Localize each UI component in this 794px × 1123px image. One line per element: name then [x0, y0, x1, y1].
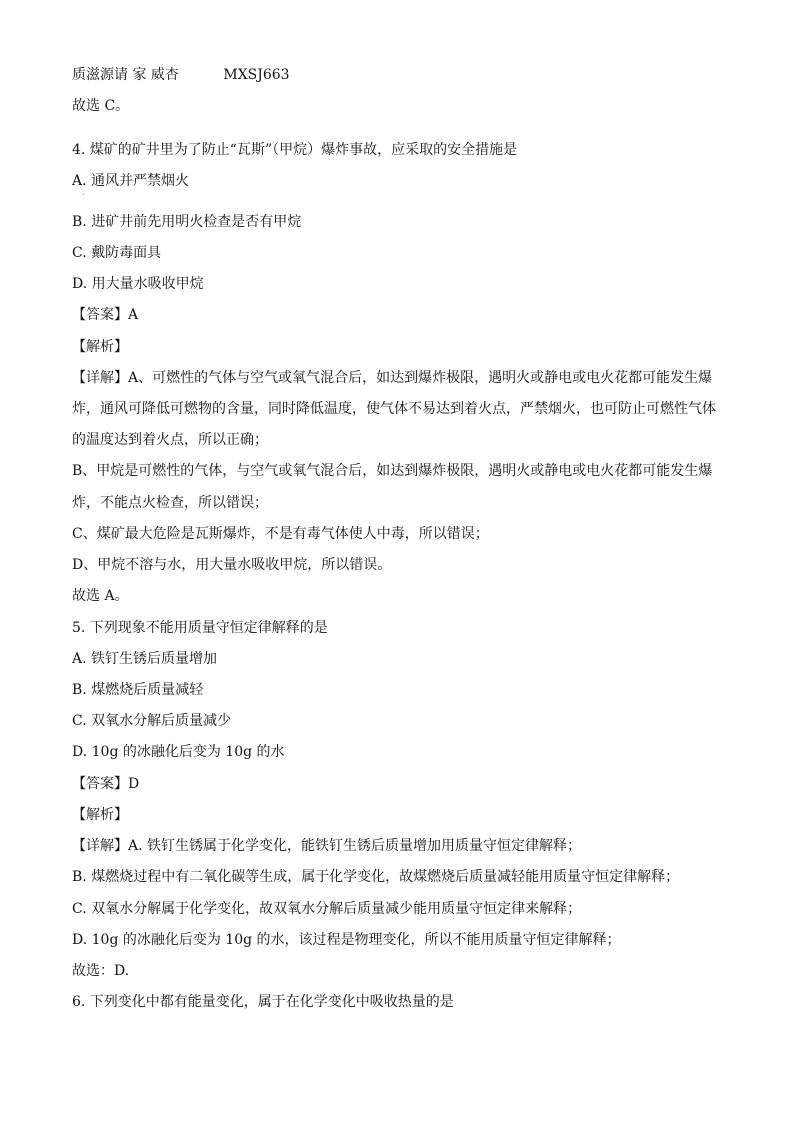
question-4-detail-line-5: 炸，不能点火检查，所以错误； [72, 495, 268, 511]
header-code: MXSJ663 [223, 67, 290, 83]
question-5-detail-line-1: 【详解】A. 铁钉生锈属于化学变化，能铁钉生锈后质量增加用质量守恒定律解释； [72, 838, 582, 854]
stray-dot-mark: · [82, 190, 85, 199]
question-4-option-b: B. 进矿井前先用明火检查是否有甲烷 [72, 214, 302, 230]
question-4-answer: 【答案】A [72, 307, 139, 323]
question-5-conclusion: 故选：D. [72, 963, 130, 979]
question-5-detail-line-2: B. 煤燃烧过程中有二氧化碳等生成，属于化学变化，故煤燃烧后质量减轻能用质量守恒定律解释； [72, 869, 680, 885]
question-4-detail-line-3: 的温度达到着火点，所以正确； [72, 432, 268, 448]
question-4-detail-line-7: D、甲烷不溶与水，用大量水吸收甲烷，所以错误。 [72, 557, 392, 573]
question-4-conclusion: 故选 A。 [72, 588, 129, 604]
question-4-option-c: C. 戴防毒面具 [72, 245, 162, 261]
question-4-detail-line-1: 【详解】A、可燃性的气体与空气或氧气混合后，如达到爆炸极限，遇明火或静电或电火花都可能发生爆 [72, 370, 713, 386]
question-4-option-d: D. 用大量水吸收甲烷 [72, 276, 204, 292]
question-5-option-c: C. 双氧水分解后质量减少 [72, 713, 232, 729]
question-5-option-b: B. 煤燃烧后质量减轻 [72, 682, 204, 698]
answer-summary: 故选 C。 [72, 98, 130, 114]
question-4-option-a: A. 通风并严禁烟火 [72, 173, 190, 189]
question-5-detail-line-4: D. 10g 的冰融化后变为 10g 的水，该过程是物理变化，所以不能用质量守恒定律解释； [72, 932, 621, 948]
question-4-analysis-heading: 【解析】 [72, 339, 128, 355]
question-5-analysis-heading: 【解析】 [72, 807, 128, 823]
question-5-detail-line-3: C. 双氧水分解属于化学变化，故双氧水分解后质量减少能用质量守恒定律来解释； [72, 901, 582, 917]
question-4-detail-line-2: 炸，通风可降低可燃物的含量，同时降低温度，使气体不易达到着火点，严禁烟火，也可防止可燃性气体 [72, 401, 716, 417]
question-6-stem: 6. 下列变化中都有能量变化，属于在化学变化中吸收热量的是 [72, 994, 454, 1010]
question-5-option-a: A. 铁钉生锈后质量增加 [72, 651, 218, 667]
question-4-stem: 4. 煤矿的矿井里为了防止“瓦斯”（甲烷）爆炸事故，应采取的安全措施是 [72, 142, 518, 158]
question-4-detail-line-4: B、甲烷是可燃性的气体，与空气或氧气混合后，如达到爆炸极限，遇明火或静电或电火花都可能发生爆 [72, 463, 713, 479]
page-header [72, 66, 290, 84]
header-watermark-text: 质滋源请 家 威杏 [72, 67, 179, 83]
question-5-stem: 5. 下列现象不能用质量守恒定律解释的是 [72, 620, 328, 636]
question-5-answer: 【答案】D [72, 776, 140, 792]
question-5-option-d: D. 10g 的冰融化后变为 10g 的水 [72, 744, 285, 760]
question-4-detail-line-6: C、煤矿最大危险是瓦斯爆炸，不是有毒气体使人中毒，所以错误； [72, 526, 489, 542]
